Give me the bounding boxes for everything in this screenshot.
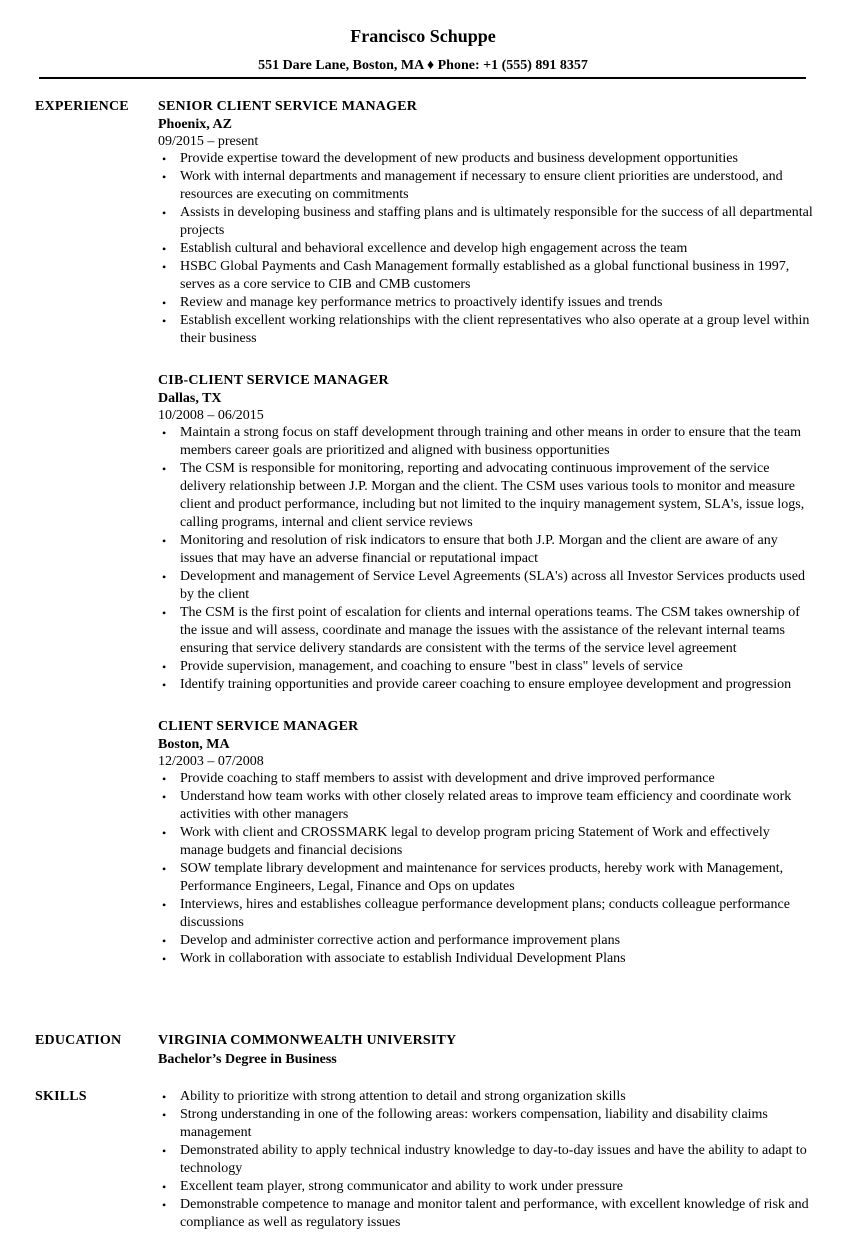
bullet-item: • Provide supervision, management, and coaching to ensure "best in class" levels of service	[158, 658, 813, 676]
skill-item: • Excellent team player, strong communicator and ability to work under pressure	[158, 1178, 813, 1196]
bullet-item: • Interviews, hires and establishes colleague performance development plans; conducts colleague performance discussions	[158, 896, 813, 932]
skills-body	[158, 1088, 813, 1232]
job-entry	[158, 718, 813, 968]
job-bullets	[158, 424, 813, 694]
education-body	[158, 1032, 813, 1070]
candidate-name: Francisco Schuppe	[350, 26, 496, 46]
bullet-item: • Provide expertise toward the development of new products and business development opportunities	[158, 150, 813, 168]
job-entry	[158, 98, 813, 348]
experience-heading: EXPERIENCE	[35, 99, 129, 114]
bullet-item: • Develop and administer corrective action and performance improvement plans	[158, 932, 813, 950]
skill-item: • Strong understanding in one of the following areas: workers compensation, liability and disability claims management	[158, 1106, 813, 1142]
bullet-item: • Understand how team works with other closely related areas to improve team efficiency and coordinate work activities with other managers	[158, 788, 813, 824]
bullet-item: • The CSM is the first point of escalation for clients and internal operations teams. The CSM takes ownership of the issue and will assess, coordinate and manage the issues with the assistance of the relevant internal teams ensuring that service delivery standards are consistent with the terms of the service level agreement	[158, 604, 813, 658]
bullet-item: • Provide coaching to staff members to assist with development and drive improved performance	[158, 770, 813, 788]
skill-item: • Demonstrated ability to apply technical industry knowledge to day-to-day issues and have the ability to adapt to technology	[158, 1142, 813, 1178]
experience-body	[158, 98, 813, 992]
education-heading: EDUCATION	[35, 1033, 122, 1048]
bullet-item: • Assists in developing business and staffing plans and is ultimately responsible for the success of all departmental projects	[158, 204, 813, 240]
bullet-item: • Review and manage key performance metrics to proactively identify issues and trends	[158, 294, 813, 312]
bullet-item: • Development and management of Service Level Agreements (SLA's) across all Investor Services products used by the client	[158, 568, 813, 604]
skills-list	[158, 1088, 813, 1232]
bullet-item: • Establish cultural and behavioral excellence and develop high engagement across the team	[158, 240, 813, 258]
bullet-item: • Work in collaboration with associate to establish Individual Development Plans	[158, 950, 813, 968]
bullet-item: • Identify training opportunities and provide career coaching to ensure employee development and progression	[158, 676, 813, 694]
bullet-item: • HSBC Global Payments and Cash Management formally established as a global functional business in 1997, serves as a core service to CIB and CMB customers	[158, 258, 813, 294]
job-location: Dallas, TX	[158, 391, 222, 406]
bullet-item: • The CSM is responsible for monitoring, reporting and advocating continuous improvement of the service delivery relationship between J.P. Morgan and the client. The CSM uses various tools to monitor and measure client and product performance, including but not limited to the inquiry management system, SLA's, issue logs, calling programs, internal and client service reviews	[158, 460, 813, 532]
job-location: Phoenix, AZ	[158, 117, 232, 132]
job-title: CLIENT SERVICE MANAGER	[158, 719, 359, 734]
job-dates: 09/2015 – present	[158, 134, 259, 149]
job-dates: 10/2008 – 06/2015	[158, 408, 264, 423]
skill-item: • Demonstrable competence to manage and monitor talent and performance, with excellent knowledge of risk and compliance as well as regulatory issues	[158, 1196, 813, 1232]
bullet-item: • Monitoring and resolution of risk indicators to ensure that both J.P. Morgan and the client are aware of any issues that may have an adverse financial or reputational impact	[158, 532, 813, 568]
bullet-item: • Work with internal departments and management if necessary to ensure client priorities are understood, and resources are executing on commitments	[158, 168, 813, 204]
job-dates: 12/2003 – 07/2008	[158, 754, 264, 769]
job-title: SENIOR CLIENT SERVICE MANAGER	[158, 99, 418, 114]
degree-name: Bachelor’s Degree in Business	[158, 1052, 337, 1067]
job-entry	[158, 372, 813, 694]
header-divider	[39, 77, 806, 79]
skill-item: • Ability to prioritize with strong attention to detail and strong organization skills	[158, 1088, 813, 1106]
contact-line: 551 Dare Lane, Boston, MA ♦ Phone: +1 (555) 891 8357	[258, 58, 588, 73]
bullet-item: • Work with client and CROSSMARK legal to develop program pricing Statement of Work and effectively manage budgets and financial decisions	[158, 824, 813, 860]
job-bullets	[158, 770, 813, 968]
bullet-item: • Maintain a strong focus on staff development through training and other means in order to ensure that the team members career goals are prioritized and aligned with business opportunities	[158, 424, 813, 460]
skills-heading: SKILLS	[35, 1089, 87, 1104]
job-location: Boston, MA	[158, 737, 230, 752]
bullet-item: • Establish excellent working relationships with the client representatives who also operate at a group level within their business	[158, 312, 813, 348]
bullet-item: • SOW template library development and maintenance for services products, hereby work with Management, Performance Engineers, Legal, Finance and Ops on updates	[158, 860, 813, 896]
job-title: CIB-CLIENT SERVICE MANAGER	[158, 373, 389, 388]
job-bullets	[158, 150, 813, 348]
school-name: VIRGINIA COMMONWEALTH UNIVERSITY	[158, 1033, 457, 1048]
